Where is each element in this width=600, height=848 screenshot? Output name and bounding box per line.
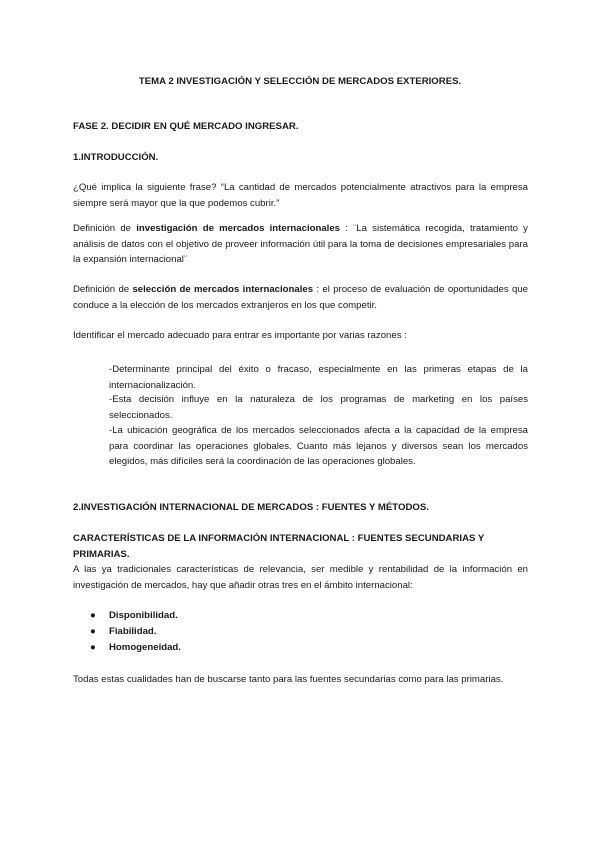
section-1-heading: 1.INTRODUCCIÓN. bbox=[73, 152, 159, 163]
definition-term: selección de mercados internacionales bbox=[132, 284, 314, 295]
reason-item: -La ubicación geográfica de los mercados seleccionados afecta a la capacidad de la empresa para coordinar las operaciones globales. Cuanto más lejanos y diversos sean los mercados elegidos, más difíciles será la coordinación de las operaciones globales. bbox=[109, 425, 528, 467]
qualities-list bbox=[90, 608, 181, 656]
bullet-icon: ● bbox=[90, 642, 96, 653]
definition-prefix: Definición de bbox=[73, 223, 137, 234]
subsection-heading: CARACTERÍSTICAS DE LA INFORMACIÓN INTERNACIONAL : FUENTES SECUNDARIAS Y PRIMARIAS. bbox=[73, 533, 485, 560]
definition-prefix: Definición de bbox=[73, 284, 133, 295]
definition-selection bbox=[73, 282, 528, 313]
bullet-icon: ● bbox=[90, 610, 96, 621]
reasons-intro: Identificar el mercado adecuado para entrar es importante por varias razones : bbox=[73, 330, 407, 341]
definition-body: : ¨La sistemática recogida, tratamiento y análisis de datos con el objetivo de proveer información útil para la toma de decisiones empresariales para la expansión internacional¨ bbox=[73, 223, 528, 265]
definition-investigation bbox=[73, 221, 528, 268]
section-2-heading: 2.INVESTIGACIÓN INTERNACIONAL DE MERCADOS : FUENTES Y MÉTODOS. bbox=[73, 502, 429, 513]
list-item: ● Disponibilidad. bbox=[90, 608, 181, 624]
list-item: ● Homogeneidad. bbox=[90, 640, 181, 656]
definition-term: investigación de mercados internacionales bbox=[136, 223, 341, 234]
list-item: ● Fiabilidad. bbox=[90, 624, 181, 640]
bullet-icon: ● bbox=[90, 626, 96, 637]
reason-item: -Determinante principal del éxito o fracaso, especialmente en las primeras etapas de la internacionalización. bbox=[109, 364, 528, 391]
reason-item: -Esta decisión influye en la naturaleza de los programas de marketing en los países seleccionados. bbox=[109, 394, 528, 421]
document-title: TEMA 2 INVESTIGACIÓN Y SELECCIÓN DE MERCADOS EXTERIORES. bbox=[138, 76, 462, 87]
intro-question: ¿Qué implica la siguiente frase? “La cantidad de mercados potencialmente atractivos para la empresa siempre será mayor que la que podemos cubrir.” bbox=[73, 182, 528, 209]
characteristics-paragraph: A las ya tradicionales características de relevancia, ser medible y rentabilidad de la información en investigación de mercados, hay que añadir otras tres en el ámbito internacional: bbox=[73, 564, 528, 591]
phase-heading: FASE 2. DECIDIR EN QUÉ MERCADO INGRESAR. bbox=[73, 121, 299, 132]
definition-body: : el proceso de evaluación de oportunidades que conduce a la elección de los mercados extranjeros en los que competir. bbox=[73, 284, 528, 311]
closing-paragraph: Todas estas cualidades han de buscarse tanto para las fuentes secundarias como para las primarias. bbox=[73, 674, 504, 685]
